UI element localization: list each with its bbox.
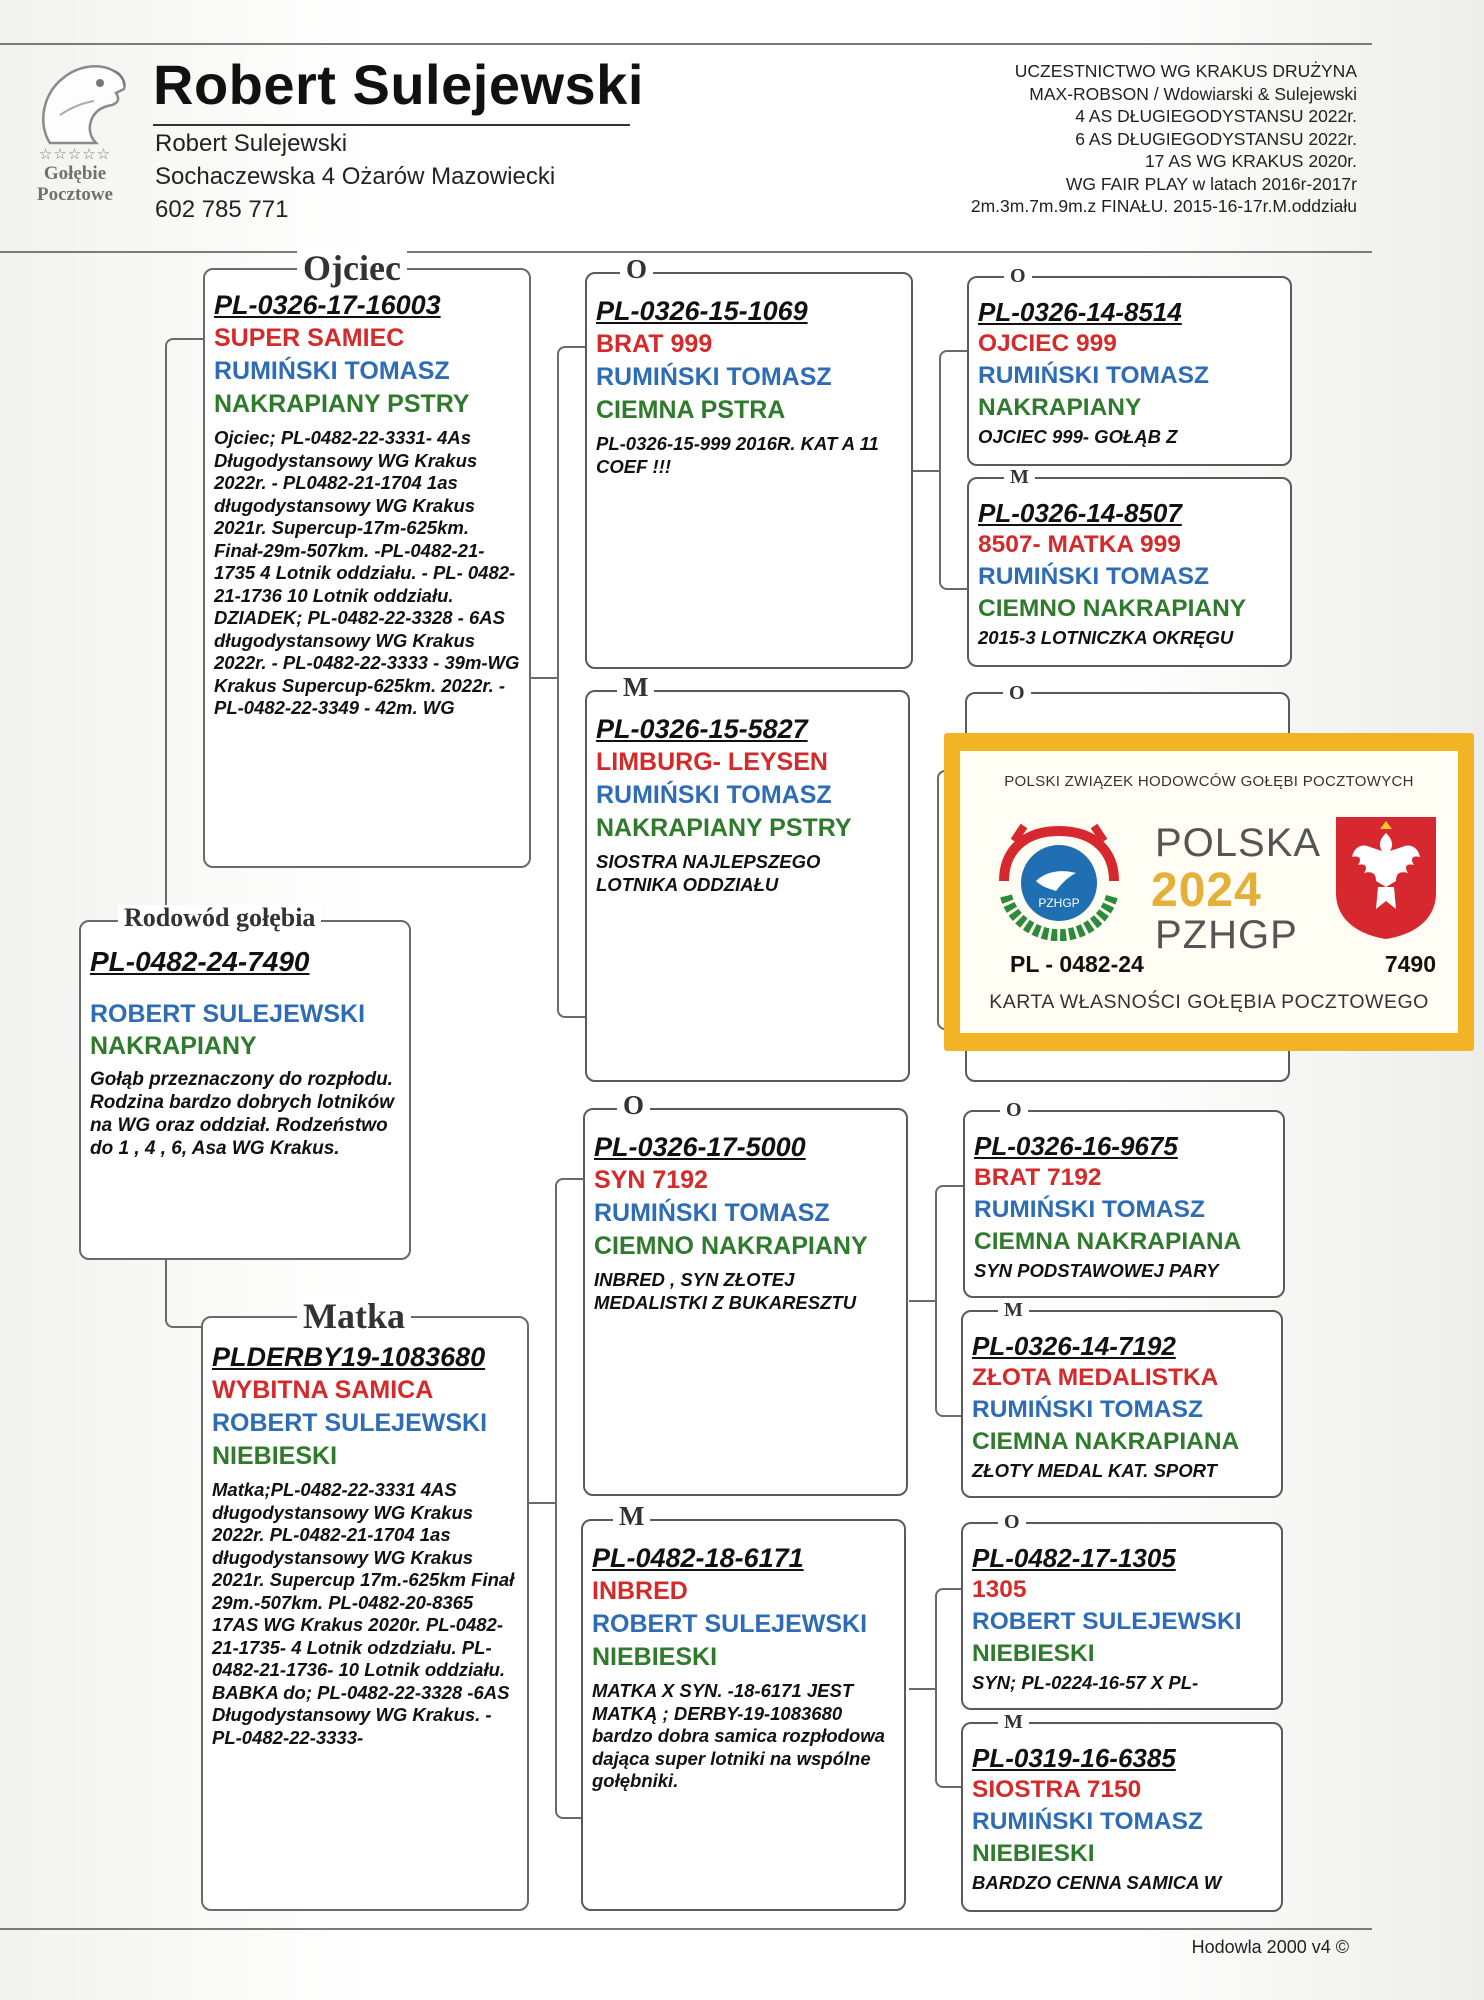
granddam-maternal-box	[581, 1519, 906, 1911]
subject-owner: ROBERT SULEJEWSKI	[90, 1000, 366, 1028]
ffm-owner: RUMIŃSKI TOMASZ	[978, 563, 1209, 590]
mf-ring-number: PL-0326-17-5000	[594, 1132, 806, 1162]
mm-color: NIEBIESKI	[592, 1643, 718, 1671]
card-country: POLSKA	[1155, 821, 1322, 865]
fm-note: SIOSTRA NAJLEPSZEGO LOTNIKA ODDZIAŁU	[596, 851, 821, 895]
mfm-ring-number: PL-0326-14-7192	[972, 1331, 1176, 1361]
mm-note: MATKA X SYN. -18-6171 JEST MATKĄ ; DERBY-19-1083680 bardzo dobra samica rozpłodowa dająca super lotniki na wspólne gołębniki.	[592, 1680, 885, 1791]
mmm-ring-number: PL-0319-16-6385	[972, 1743, 1176, 1773]
mmm-name: SIOSTRA 7150	[972, 1776, 1142, 1803]
contact-name: Robert Sulejewski	[155, 130, 348, 157]
ffm-color: CIEMNO NAKRAPIANY	[978, 595, 1247, 622]
mother-note: Matka;PL-0482-22-3331 4AS długodystansowy WG Krakus 2022r. PL-0482-21-1704 1as długodystansowy WG Krakus 2021r. Supercup 17m.-625km Finał 29m.-507km. PL-0482-20-8365 17AS WG Krakus 2020r. PL-0482-21-1735- 4 Lotnik odzdziału. PL-0482-21-1736- 10 Lotnik oddziału. BABKA do; PL-0482-22-3328 -6AS Długodystansowy WG Krakus. - PL-0482-22-3333-	[212, 1479, 515, 1748]
achievement-line: UCZESTNICTWO WG KRAKUS DRUŻYNA	[1014, 61, 1357, 81]
mmm-box	[961, 1722, 1283, 1912]
owner-title: Robert Sulejewski	[153, 53, 644, 116]
owner-title-underline	[153, 124, 630, 126]
emblem-text: PZHGP	[1038, 896, 1080, 910]
mff-ring-number: PL-0326-16-9675	[974, 1131, 1178, 1161]
pigeon-head-icon	[20, 55, 130, 147]
mother-box-label: Matka	[297, 1298, 411, 1334]
connector-stub	[528, 1502, 556, 1504]
mfm-name: ZŁOTA MEDALISTKA	[972, 1364, 1219, 1391]
pzhgp-emblem-icon	[984, 811, 1134, 941]
connector-ff	[939, 350, 969, 590]
mmm-note: BARDZO CENNA SAMICA W	[972, 1872, 1222, 1893]
card-footer: KARTA WŁASNOŚCI GOŁĘBIA POCZTOWEGO	[989, 991, 1429, 1013]
mf-box-label: O	[617, 1092, 650, 1119]
mff-note: SYN PODSTAWOWEJ PARY	[974, 1260, 1219, 1281]
connector-stub	[913, 470, 940, 472]
mother-color: NIEBIESKI	[212, 1442, 338, 1470]
father-name: SUPER SAMIEC	[214, 324, 405, 352]
ownership-card	[944, 733, 1474, 1051]
software-credit: Hodowla 2000 v4 ©	[1191, 1937, 1349, 1957]
mfm-box	[961, 1310, 1283, 1498]
fff-box-label: O	[1004, 266, 1032, 286]
mf-color: CIEMNO NAKRAPIANY	[594, 1232, 868, 1260]
card-header: POLSKI ZWIĄZEK HODOWCÓW GOŁĘBI POCZTOWYCH	[1004, 773, 1414, 790]
contact-address: Sochaczewska 4 Ożarów Mazowiecki	[155, 163, 556, 190]
achievement-line: MAX-ROBSON / Wdowiarski & Sulejewski	[1029, 83, 1357, 104]
fm-color: NAKRAPIANY PSTRY	[596, 814, 852, 842]
ff-owner: RUMIŃSKI TOMASZ	[596, 363, 832, 391]
header-bottom-rule	[0, 251, 1372, 253]
ffm-box	[967, 477, 1292, 667]
card-ring-number: 7490	[1384, 951, 1436, 977]
mother-name: WYBITNA SAMICA	[212, 1376, 434, 1404]
mm-owner: ROBERT SULEJEWSKI	[592, 1610, 868, 1638]
fff-box	[967, 276, 1292, 466]
mmm-color: NIEBIESKI	[972, 1840, 1095, 1867]
ff-name: BRAT 999	[596, 330, 713, 358]
mff-box	[963, 1110, 1285, 1298]
header-top-rule	[0, 43, 1372, 45]
logo-text-line-1: Gołębie	[43, 163, 107, 184]
mmm-box-label: M	[998, 1712, 1029, 1732]
ff-note: PL-0326-15-999 2016R. KAT A 11 COEF !!!	[596, 433, 879, 477]
connector-stub	[530, 677, 558, 679]
subject-box-label: Rodowód gołębia	[118, 905, 321, 931]
mother-box	[201, 1316, 529, 1911]
mmm-owner: RUMIŃSKI TOMASZ	[972, 1808, 1203, 1835]
mff-box-label: O	[1000, 1100, 1028, 1120]
ffm-box-label: M	[1004, 467, 1035, 487]
ffm-name: 8507- MATKA 999	[978, 531, 1181, 558]
father-owner: RUMIŃSKI TOMASZ	[214, 357, 450, 385]
card-org: PZHGP	[1155, 913, 1298, 957]
grandsire-maternal-box	[583, 1108, 908, 1496]
fff-color: NAKRAPIANY	[978, 394, 1142, 421]
achievements-list	[971, 60, 1357, 218]
fm-name: LIMBURG- LEYSEN	[596, 748, 828, 776]
mm-ring-number: PL-0482-18-6171	[592, 1543, 804, 1573]
achievement-line: 2m.3m.7m.9m.z FINAŁU. 2015-16-17r.M.oddziału	[970, 196, 1357, 216]
granddam-paternal-box	[585, 690, 910, 1082]
mmf-owner: ROBERT SULEJEWSKI	[972, 1608, 1242, 1635]
father-color: NAKRAPIANY PSTRY	[214, 390, 470, 418]
fff-name: OJCIEC 999	[978, 330, 1117, 357]
mf-note: INBRED , SYN ZŁOTEJ MEDALISTKI Z BUKARESZTU	[594, 1269, 857, 1313]
mmf-box-label: O	[998, 1512, 1026, 1532]
father-note: Ojciec; PL-0482-22-3331- 4As Długodystansowy WG Krakus 2022r. - PL0482-21-1704 1as długodystansowy WG Krakus 2021r. Supercup-17m-625km. Finał-29m-507km. -PL-0482-21-1735 4 Lotnik oddziału. - PL- 0482-21-1736 10 Lotnik oddziału. DZIADEK; PL-0482-22-3328 - 6AS długodystansowy WG Krakus 2022r. - PL-0482-22-3333 - 39m-WG Krakus Supercup-625km. 2022r. - PL-0482-22-3349 - 42m. WG	[214, 427, 520, 718]
connector-stub	[909, 1688, 936, 1690]
ffm-ring-number: PL-0326-14-8507	[978, 498, 1182, 528]
fff-note: OJCIEC 999- GOŁĄB Z	[978, 426, 1178, 447]
mother-owner: ROBERT SULEJEWSKI	[212, 1409, 488, 1437]
father-box-label: Ojciec	[297, 250, 407, 286]
achievement-line: 4 AS DŁUGIEGODYSTANSU 2022r.	[1075, 106, 1357, 126]
pedigree-subject-box	[79, 920, 411, 1260]
polish-eagle-icon	[1332, 813, 1440, 941]
ffm-note: 2015-3 LOTNICZKA OKRĘGU	[978, 627, 1234, 648]
mm-box-label: M	[613, 1503, 650, 1530]
mfm-owner: RUMIŃSKI TOMASZ	[972, 1396, 1203, 1423]
achievement-line: 17 AS WG KRAKUS 2020r.	[1144, 151, 1357, 171]
card-ring-prefix: PL - 0482-24	[1010, 951, 1144, 977]
subject-ring-number: PL-0482-24-7490	[90, 946, 310, 977]
connector-stub	[909, 1300, 936, 1302]
mfm-box-label: M	[998, 1300, 1029, 1320]
footer-rule	[0, 1928, 1372, 1930]
mmf-name: 1305	[972, 1576, 1027, 1603]
logo-stars: ☆☆☆☆☆	[38, 146, 112, 163]
grandsire-paternal-box	[585, 272, 913, 669]
logo-text-line-2: Pocztowe	[37, 184, 113, 205]
club-logo	[10, 55, 140, 235]
mm-name: INBRED	[592, 1577, 688, 1605]
ff-color: CIEMNA PSTRA	[596, 396, 786, 424]
mf-owner: RUMIŃSKI TOMASZ	[594, 1199, 830, 1227]
mother-ring-number: PLDERBY19-1083680	[212, 1342, 486, 1372]
mff-name: BRAT 7192	[974, 1164, 1102, 1191]
subject-color: NAKRAPIANY	[90, 1032, 257, 1060]
achievement-line: 6 AS DŁUGIEGODYSTANSU 2022r.	[1075, 128, 1357, 149]
fm-owner: RUMIŃSKI TOMASZ	[596, 781, 832, 809]
father-ring-number: PL-0326-17-16003	[214, 290, 441, 320]
fm-ring-number: PL-0326-15-5827	[596, 714, 808, 744]
contact-phone: 602 785 771	[155, 196, 289, 223]
card-year: 2024	[1151, 864, 1262, 917]
mmf-color: NIEBIESKI	[972, 1640, 1095, 1667]
connector-father	[557, 346, 587, 1018]
ownership-card-inner	[960, 751, 1458, 1033]
mff-owner: RUMIŃSKI TOMASZ	[974, 1196, 1205, 1223]
ff-ring-number: PL-0326-15-1069	[596, 296, 808, 326]
mmf-note: SYN; PL-0224-16-57 X PL-	[972, 1672, 1199, 1693]
mfm-note: ZŁOTY MEDAL KAT. SPORT	[972, 1460, 1217, 1481]
mmf-box	[961, 1522, 1283, 1710]
ff-box-label: O	[620, 256, 653, 283]
mfm-color: CIEMNA NAKRAPIANA	[972, 1428, 1240, 1455]
fmf-box-label: O	[1003, 683, 1031, 703]
fff-ring-number: PL-0326-14-8514	[978, 297, 1182, 327]
fm-box-label: M	[617, 674, 654, 701]
achievement-line: WG FAIR PLAY w latach 2016r-2017r	[1065, 173, 1357, 194]
mf-name: SYN 7192	[594, 1166, 708, 1194]
father-box	[203, 268, 531, 868]
mff-color: CIEMNA NAKRAPIANA	[974, 1228, 1242, 1255]
mmf-ring-number: PL-0482-17-1305	[972, 1543, 1176, 1573]
subject-note: Gołąb przeznaczony do rozpłodu. Rodzina bardzo dobrych lotników na WG oraz oddział. Rodzeństwo do 1 , 4 , 6, Asa WG Krakus.	[90, 1069, 394, 1159]
fff-owner: RUMIŃSKI TOMASZ	[978, 362, 1209, 389]
